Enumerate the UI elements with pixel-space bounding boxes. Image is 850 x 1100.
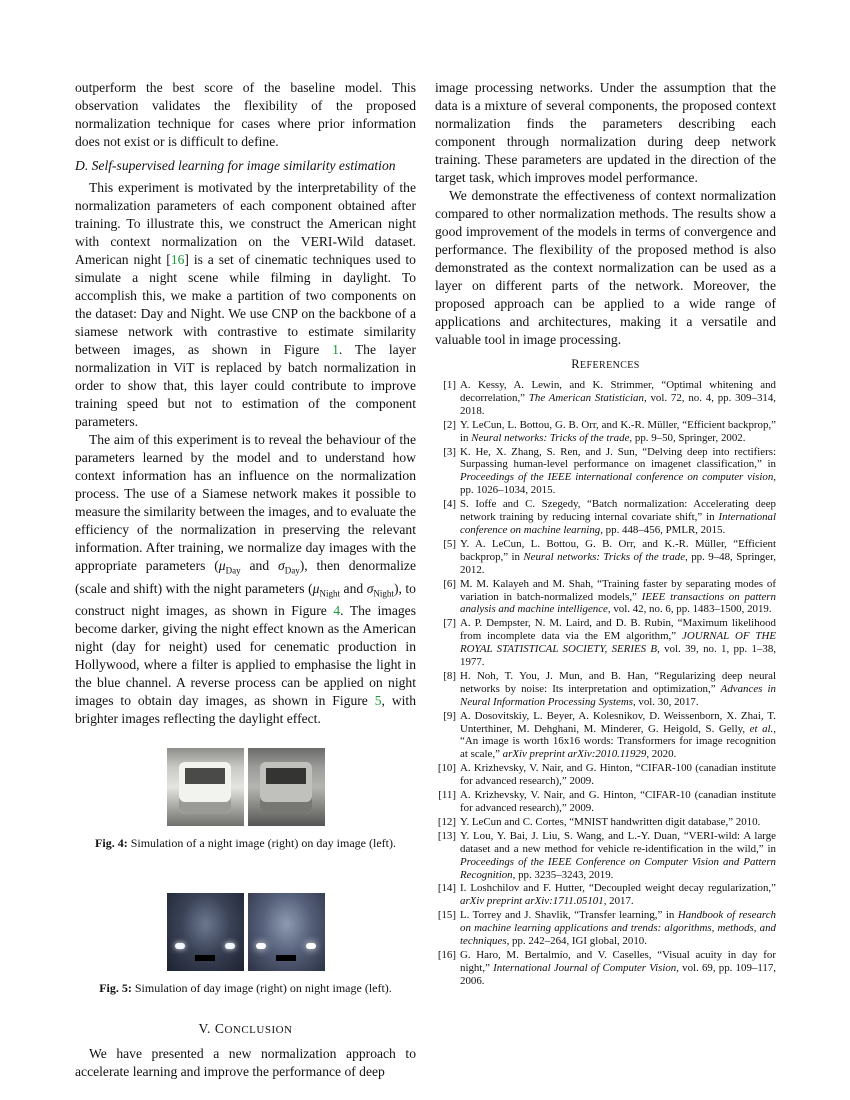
heading-rest: EFERENCES — [580, 360, 640, 371]
day-car-image — [167, 748, 244, 826]
reference-item — [435, 710, 776, 762]
reference-number: [10] — [437, 762, 456, 775]
text: G. Haro, M. Bertalmío, and V. Caselles, “Visual acuity in day for night,” — [460, 948, 776, 974]
reference-item — [435, 762, 776, 788]
reference-number: [5] — [443, 537, 456, 550]
reference-number: [2] — [443, 418, 456, 431]
paragraph — [435, 79, 776, 187]
reference-list — [435, 379, 776, 988]
text: , pp. 9–50, Springer, 2002. — [629, 431, 746, 444]
text: The aim of this experiment is to reveal the behaviour of the parameters learned by the model and to understand how context information has an influence on the normalization process. The use of a Siamese network makes it possible to measure the similarity between the images, and to evaluate the efficiency of the normalization in preserving the relevant information. After training, we normalize day images with the appropriate parameters ( — [75, 432, 416, 573]
text: , pp. 448–456, PMLR, 2015. — [600, 523, 726, 536]
reference-item — [435, 949, 776, 988]
caption-text: Simulation of day image (right) on night image (left). — [131, 981, 392, 996]
math-symbol: $\sigma_{Night}$ — [366, 580, 394, 599]
text: , vol. 42, no. 6, pp. 1483–1500, 2019. — [607, 603, 772, 616]
section-number: V. — [198, 1021, 215, 1037]
figure-4 — [75, 748, 416, 851]
caption-text: Simulation of a night image (right) on day image (left). — [127, 836, 396, 851]
reference-number: [7] — [443, 617, 456, 630]
right-column — [435, 79, 776, 989]
text: , with brighter images reflecting the daylight effect. — [75, 693, 416, 727]
reference-item — [435, 909, 776, 948]
text: , “An image is worth 16x16 words: Transformers for image recognition at scale,” — [460, 722, 776, 761]
italic-text: Handbook of research on machine learning applications and trends: algorithms, methods, and techniques — [460, 909, 776, 948]
text: and — [240, 558, 278, 573]
left-column — [75, 79, 416, 1081]
reference-number: [4] — [443, 498, 456, 511]
text: , pp. 9–48, Springer, 2012. — [460, 550, 776, 576]
text: ), to construct night images, as shown in Figure — [75, 580, 416, 619]
figure-4-caption — [75, 836, 416, 851]
reference-number: [11] — [438, 789, 456, 802]
paragraph — [75, 79, 416, 151]
citation-link[interactable]: 16 — [170, 252, 185, 267]
italic-text: et al. — [749, 722, 774, 735]
paragraph — [75, 1045, 416, 1081]
text: , 2020. — [646, 748, 677, 761]
reference-number: [14] — [437, 882, 456, 895]
reference-number: [6] — [443, 577, 456, 590]
reference-number: [1] — [443, 379, 456, 391]
text: A. Dosovitskiy, L. Beyer, A. Kolesnikov, D. Weissenborn, X. Zhai, T. Unterthiner, M. Dehghani, M. Minderer, G. Heigold, S. Gelly, — [460, 709, 776, 735]
italic-text: International Journal of Computer Vision — [493, 961, 677, 974]
text: Y. Lou, Y. Bai, J. Liu, S. Wang, and L.-Y. Duan, “VERI-wild: A large dataset and a new method for vehicle re-identification in the wild,” in — [460, 829, 776, 855]
reference-item — [435, 419, 776, 445]
section-initial: C — [214, 1021, 225, 1037]
reference-item — [435, 446, 776, 498]
paragraph — [435, 187, 776, 349]
heading-initial: R — [571, 357, 581, 371]
text: image processing networks. Under the assumption that the data is a mixture of several components, the proposed context normalization finds the parameters describing each component through normalization during deep network training. These parameters are updated in the direction of the target task, which improves model performance. — [435, 80, 776, 185]
math-symbol: $\sigma_{Day}$ — [278, 558, 300, 576]
text: A. Krizhevsky, V. Nair, and G. Hinton, “CIFAR-10 (canadian institute for advanced research),” 2009. — [460, 789, 776, 814]
text: . The layer normalization in ViT is replaced by batch normalization in order to show that, this layer could contribute to improve training speed but not to estimation of the component parameters. — [75, 342, 416, 429]
text: This experiment is motivated by the interpretability of the normalization parameters of each component obtained after training. To illustrate this, we construct the American night with context normalization on the VERI-Wild dataset. American night [ — [75, 180, 416, 267]
paragraph — [75, 179, 416, 431]
text: outperform the best score of the baseline model. This observation validates the flexibility of the proposed normalization technique for cases where prior information does not exist or is difficult to define. — [75, 80, 416, 149]
citation-link[interactable]: 4 — [333, 603, 341, 619]
text: , vol. 39, no. 1, pp. 1–38, 1977. — [460, 643, 777, 669]
reference-number: [9] — [443, 709, 456, 722]
italic-text: Neural networks: Tricks of the trade — [471, 431, 630, 444]
figure-label: Fig. 4: — [95, 836, 128, 851]
text: A. Kessy, A. Lewin, and K. Strimmer, “Optimal whitening and decorrelation,” — [460, 379, 776, 404]
figure-label: Fig. 5: — [99, 981, 132, 996]
night-car-image — [167, 893, 244, 971]
reference-item — [435, 617, 776, 669]
reference-item — [435, 816, 776, 829]
section-heading-conclusion — [75, 1020, 416, 1039]
text: We demonstrate the effectiveness of context normalization compared to other normalization methods. The results show a good improvement of the models in terms of convergence and performance. The flexibility of the proposed method is also demonstrated as the context normalization can be used as a layer on different parts of the network. Moreover, the proposed approach can be applied to a wide range of applications and architectures, making it a versatile and valuable tool in image processing. — [435, 188, 776, 347]
italic-text: Neural networks: Tricks of the trade — [523, 550, 686, 563]
math-symbol: $\mu_{Night}$ — [312, 580, 340, 599]
section-rest: ONCLUSION — [224, 1024, 293, 1037]
night-simulated-car-image — [248, 748, 325, 826]
text: , pp. 3235–3243, 2019. — [512, 868, 614, 881]
text: M. M. Kalayeh and M. Shah, “Training faster by separating modes of variation in batch-normalized models,” — [460, 577, 776, 603]
text: Y. LeCun and C. Cortes, “MNIST handwritten digit database,” 2010. — [460, 815, 761, 828]
text: , vol. 69, pp. 109–117, 2006. — [460, 961, 776, 987]
text: A. P. Dempster, N. M. Laird, and D. B. Rubin, “Maximum likelihood from incomplete data via the EM algorithm,” — [460, 617, 776, 643]
italic-text: JOURNAL OF THE ROYAL STATISTICAL SOCIETY, SERIES B — [460, 630, 776, 656]
italic-text: Proceedings of the IEEE Conference on Computer Vision and Pattern Recognition — [460, 855, 776, 881]
reference-item — [435, 578, 776, 617]
italic-text: Advances in Neural Information Processing Systems — [460, 682, 777, 708]
reference-number: [16] — [437, 948, 456, 961]
text: , vol. 72, no. 4, pp. 309–314, 2018. — [460, 391, 777, 417]
text: . The images become darker, giving the night effect known as the American night (day for neight) used for cenematic production in Hollywood, where a filter is applied to emphasise the light in the blue channel. A reverse process can be applied on night images to obtain day images, as shown in Figure — [75, 603, 416, 709]
text: , 2017. — [603, 895, 634, 908]
italic-text: IEEE transactions on pattern analysis and machine intelligence — [460, 590, 776, 616]
italic-text: arXiv preprint arXiv:1711.05101 — [460, 895, 604, 908]
reference-item — [435, 670, 776, 709]
reference-item — [435, 498, 776, 537]
math-symbol: $\mu_{Day}$ — [218, 558, 241, 576]
italic-text: The American Statistician — [528, 391, 644, 404]
subsection-heading: D. Self-supervised learning for image similarity estimation — [75, 158, 396, 173]
text: A. Krizhevsky, V. Nair, and G. Hinton, “CIFAR-100 (canadian institute for advanced research),” 2009. — [460, 762, 776, 788]
day-simulated-car-image — [248, 893, 325, 971]
text: Y. A. LeCun, L. Bottou, G. B. Orr, and K.-R. Müller, “Efficient backprop,” in — [460, 537, 776, 563]
reference-item — [435, 538, 776, 577]
references-heading — [435, 357, 776, 372]
text: S. Ioffe and C. Szegedy, “Batch normalization: Accelerating deep network training by reducing internal covariate shift,” in — [460, 498, 776, 524]
figure-5 — [75, 893, 416, 996]
citation-link[interactable]: 5 — [374, 693, 382, 709]
text: H. Noh, T. You, J. Mun, and B. Han, “Regularizing deep neural networks by noise: Its interpretation and optimization,” — [460, 669, 776, 695]
text: I. Loshchilov and F. Hutter, “Decoupled weight decay regularization,” — [460, 882, 776, 895]
italic-text: Proceedings of the IEEE international conference on computer vision — [460, 471, 774, 484]
citation-link[interactable]: 1 — [332, 342, 339, 357]
reference-item — [435, 830, 776, 882]
text: We have presented a new normalization approach to accelerate learning and improve the performance of deep — [75, 1046, 416, 1080]
reference-number: [8] — [443, 669, 456, 682]
text: L. Torrey and J. Shavlik, “Transfer learning,” in — [460, 909, 678, 922]
reference-item — [435, 379, 776, 418]
text: , vol. 30, 2017. — [632, 695, 699, 708]
paragraph — [75, 431, 416, 728]
reference-item — [435, 789, 776, 815]
text: , pp. 1026–1034, 2015. — [460, 471, 776, 497]
reference-number: [3] — [443, 445, 456, 458]
reference-number: [12] — [437, 815, 456, 828]
text: Y. LeCun, L. Bottou, G. B. Orr, and K.-R. Müller, “Efficient backprop,” in — [460, 418, 776, 444]
figure-5-caption — [75, 981, 416, 996]
text: , pp. 242–264, IGI global, 2010. — [506, 935, 647, 948]
italic-text: International conference on machine learning — [460, 511, 776, 536]
reference-number: [13] — [437, 829, 456, 842]
italic-text: arXiv preprint arXiv:2010.11929 — [502, 748, 647, 761]
reference-number: [15] — [437, 909, 456, 922]
reference-item — [435, 882, 776, 908]
text: ), then denormalize (scale and shift) with the night parameters ( — [75, 558, 416, 596]
text: ] is a set of cinematic techniques used to simulate a night scene while filming in daylight. To accomplish this, we make a partition of two components on the dataset: Day and Night. We use CNP on the backbone of a siamese network with contrastive to estimate similarity between images, as shown in Figure — [75, 252, 416, 357]
text: K. He, X. Zhang, S. Ren, and J. Sun, “Delving deep into rectifiers: Surpassing human-level performance on imagenet classification,” in — [460, 445, 776, 471]
text: and — [340, 580, 367, 596]
